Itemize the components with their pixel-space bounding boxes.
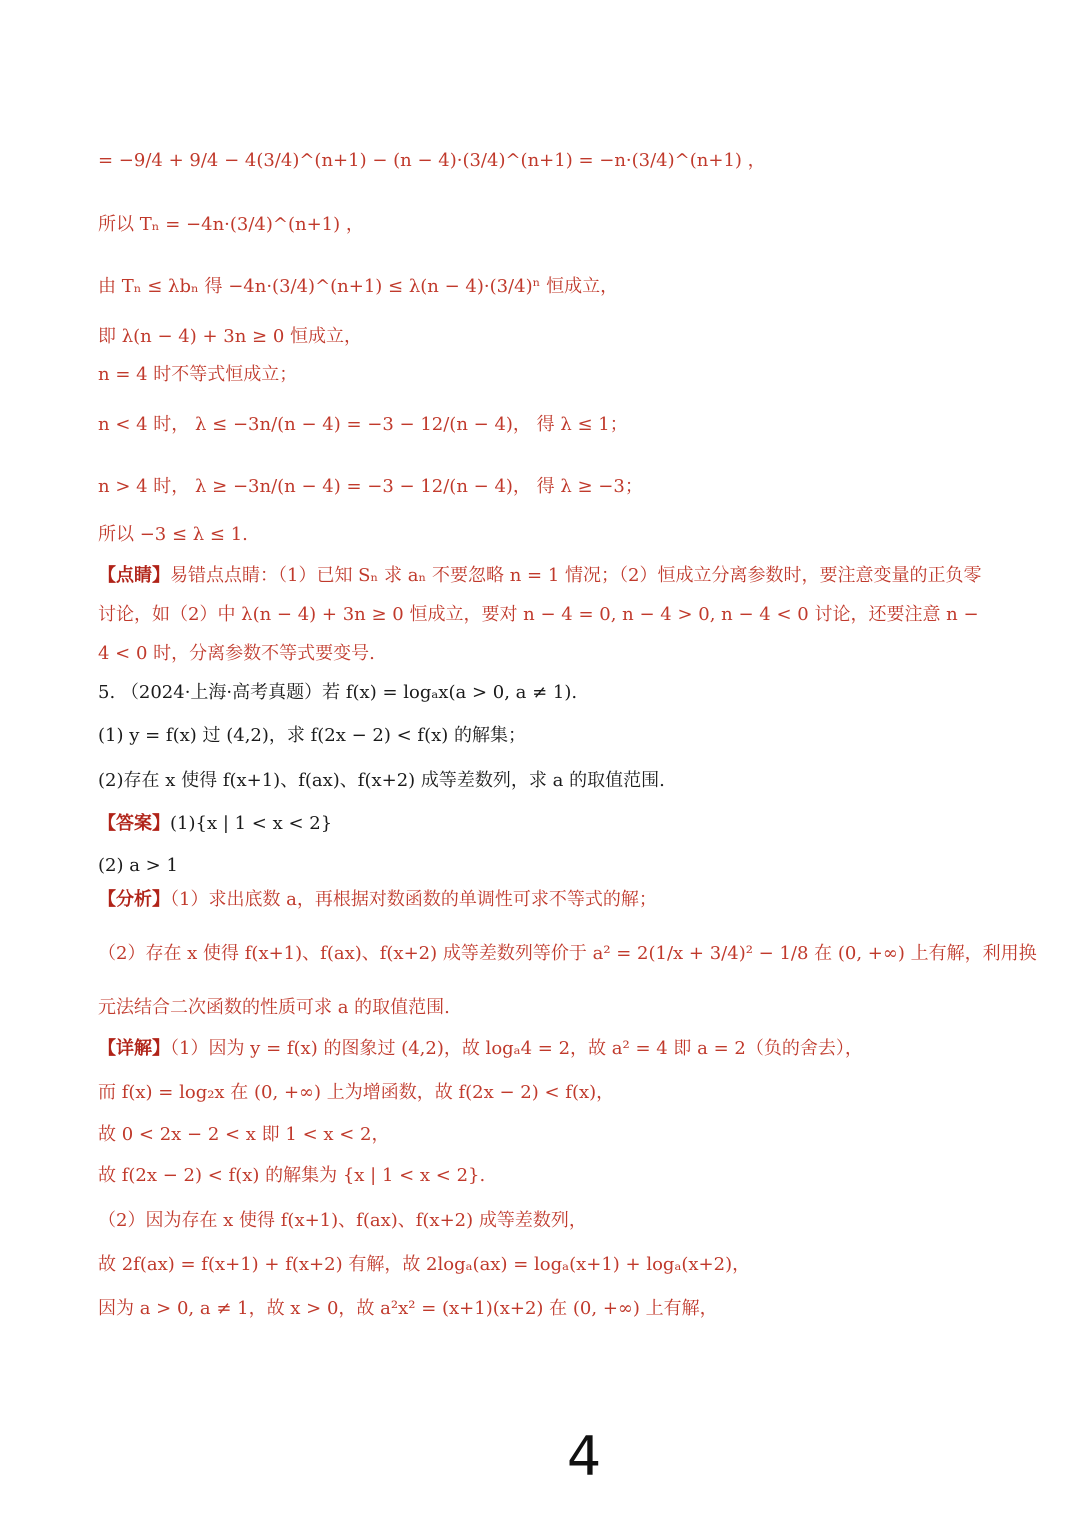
dianjing-paragraph (98, 556, 990, 673)
fenxi-line-1 (98, 887, 990, 913)
xiangjie-line-2: 而 f(x) = log₂x 在 (0, +∞) 上为增函数，故 f(2x − 2) < f(x)， (98, 1082, 615, 1103)
text-line-n-eq-4: n = 4 时不等式恒成立； (98, 364, 298, 385)
text-line-n-lt-4: n < 4 时， λ ≤ −3n/(n − 4) = −3 − 12/(n − 4)， 得 λ ≤ 1； (98, 414, 628, 435)
xiangjie-line-5: （2）因为存在 x 使得 f(x+1)、f(ax)、f(x+2) 成等差数列， (98, 1210, 587, 1231)
text-line-lambda: 即 λ(n − 4) + 3n ≥ 0 恒成立， (98, 326, 363, 347)
text-line-inequality: 由 Tₙ ≤ λbₙ 得 −4n·(3/4)^(n+1) ≤ λ(n − 4)·(3/4)ⁿ 恒成立， (98, 276, 619, 297)
answer-line-1 (98, 811, 990, 837)
answer-1: (1){x | 1 < x < 2} (170, 813, 333, 834)
xiangjie-line-1 (98, 1036, 990, 1062)
text-line-Tn: 所以 Tₙ = −4n·(3/4)^(n+1) ， (98, 214, 364, 235)
fenxi-tag: 【分析】 (98, 889, 170, 910)
answer-2: (2) a > 1 (98, 855, 178, 876)
dianjing-tag: 【点睛】 (98, 565, 170, 586)
dianjing-text: 易错点点睛：（1）已知 Sₙ 求 aₙ 不要忽略 n = 1 情况；（2）恒成立分离参数时，要注意变量的正负零讨论，如（2）中 λ(n − 4) + 3n ≥ 0 恒成立，要对 n − 4 = 0, n − 4 > 0, n − 4 < 0 讨论，还要注意 n − 4 < 0 时，分离参数不等式要变号. (98, 565, 982, 664)
question-5-title: 5. （2024·上海·高考真题）若 f(x) = logₐx(a > 0, a ≠ 1). (98, 682, 578, 703)
fenxi-text-1: （1）求出底数 a，再根据对数函数的单调性可求不等式的解； (170, 889, 657, 910)
answer-tag: 【答案】 (98, 813, 170, 834)
text-line-n-gt-4: n > 4 时， λ ≥ −3n/(n − 4) = −3 − 12/(n − 4)， 得 λ ≥ −3； (98, 476, 643, 497)
xiangjie-text-1: （1）因为 y = f(x) 的图象过 (4,2)，故 logₐ4 = 2，故 a² = 4 即 a = 2（负的舍去）， (170, 1038, 863, 1059)
xiangjie-tag: 【详解】 (98, 1038, 170, 1059)
equation-line-1: = −9/4 + 9/4 − 4(3/4)^(n+1) − (n − 4)·(3/4)^(n+1) = −n·(3/4)^(n+1) ， (98, 150, 766, 171)
question-5-part-2: (2)存在 x 使得 f(x+1)、f(ax)、f(x+2) 成等差数列，求 a 的取值范围. (98, 770, 665, 791)
fenxi-line-3: 元法结合二次函数的性质可求 a 的取值范围. (98, 997, 450, 1018)
page-number: 4 (566, 1425, 602, 1488)
question-5-part-1: (1) y = f(x) 过 (4,2)，求 f(2x − 2) < f(x) 的解集； (98, 725, 527, 746)
xiangjie-line-7: 因为 a > 0, a ≠ 1，故 x > 0，故 a²x² = (x+1)(x+2) 在 (0, +∞) 上有解， (98, 1298, 718, 1319)
xiangjie-line-6: 故 2f(ax) = f(x+1) + f(x+2) 有解，故 2logₐ(ax) = logₐ(x+1) + logₐ(x+2)， (98, 1254, 751, 1275)
text-line-conclusion: 所以 −3 ≤ λ ≤ 1. (98, 524, 248, 545)
xiangjie-line-3: 故 0 < 2x − 2 < x 即 1 < x < 2， (98, 1124, 390, 1145)
xiangjie-line-4: 故 f(2x − 2) < f(x) 的解集为 {x | 1 < x < 2}. (98, 1165, 486, 1186)
fenxi-line-2: （2）存在 x 使得 f(x+1)、f(ax)、f(x+2) 成等差数列等价于 a² = 2(1/x + 3/4)² − 1/8 在 (0, +∞) 上有解，利用换 (98, 943, 1037, 964)
